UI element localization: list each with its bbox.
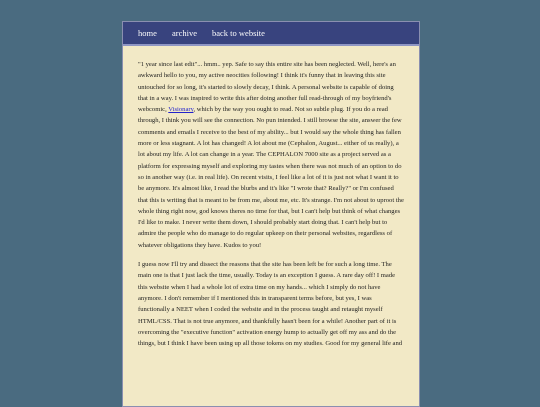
post-paragraph: I guess now I'll try and dissect the reasons that the site has been left be for such a long time. The main one is that I just lack the time, usually. Today is an exception I guess. A rare day off! I made this website when I had a whole lot of extra time on my hands... which I simply do not have anymore. I don't remember if I mentioned this in transparent terms before, but yes, I was functionally a NEET when I coded the website and in the process taught and retaught myself HTML/CSS. That is not true anymore, and thankfully hasn't been for a while! Another part of it is overcoming the "executive function" activation energy hump to actually get off my ass and do the things, but I think I have been using up all those tokens on my studies. Good for my general life and bbox=[138, 261, 403, 348]
post-paragraph bbox=[138, 59, 404, 251]
top-navigation-bar bbox=[123, 22, 419, 46]
paragraph-text: "1 year since last edit"... hmm.. yep. Safe to say this entire site has been neglected. Well, here's an awkward hello to you, my active neocities following! I think it's funny that in leaving this site untouched for so long, it's started to slowly decay, I think. A personal website is capable of doing that in a way. I was inspired to write this after doing another full read-through of my boyfriend's webcomic, bbox=[138, 61, 396, 114]
nav-link-archive[interactable]: archive bbox=[172, 28, 198, 38]
post-body bbox=[138, 59, 404, 357]
nav-link-back-to-website[interactable]: back to website bbox=[212, 28, 265, 38]
paragraph-text: , which by the way you ought to read. Not so subtle plug. If you do a read through, I think you will see the connection. No pun intended. I still browse the site, answer the few comments and emails I receive to the best of my ability... but I would say the whole thing has fallen more or less stagnant. A lot has changed! A lot about me (Cephalon, August... either of us really), a lot about my life. A lot can change in a year. The CEPHALON 7000 site as a project served as a platform for expressing myself and exploring my tastes when there was not much of an option to do so in another way (i.e. in real life). On recent visits, I feel like a lot of it is just not what I want it to be anymore. It's almost like, I read the blurbs and it's like "I wrote that? Really?" or I'm confused that this is writing that is meant to be from me, about me, etc. It's strange. I'm not about to uproot the whole thing right now, god knows theres no time for that, but I can't help but think of what changes I'd like to make. I never write them down, I should probably start doing that. I can't help but to admire the people who do manage to do regular upkeep on their personal websites, regardless of whatever obligations they have. Kudos to you! bbox=[138, 106, 404, 249]
nav-link-home[interactable]: home bbox=[138, 28, 157, 38]
visionary-webcomic-link[interactable]: Visionary bbox=[168, 106, 194, 114]
page-container bbox=[122, 21, 420, 407]
